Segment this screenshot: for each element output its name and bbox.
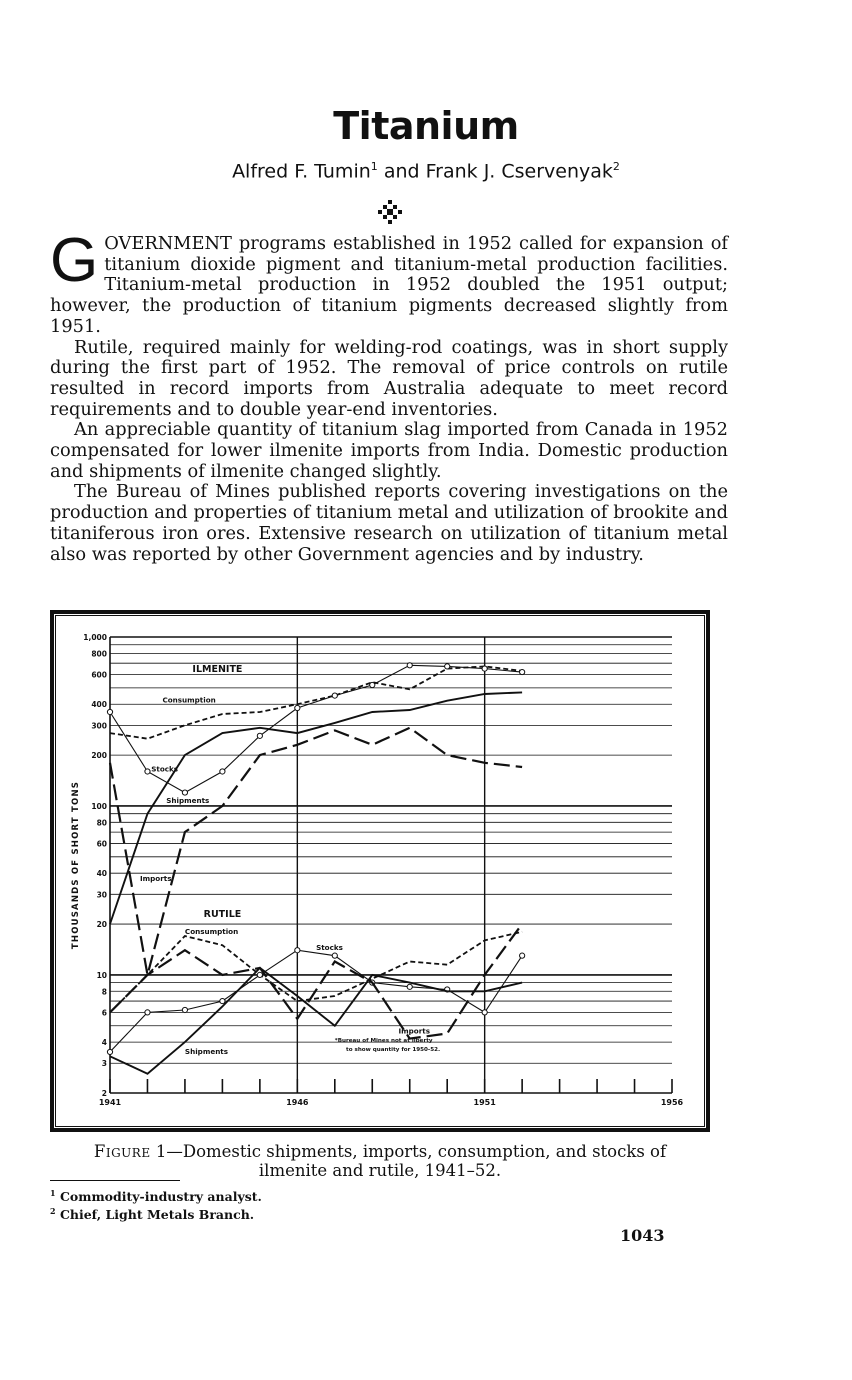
y-tick-label: 60: [96, 839, 107, 849]
label-ilmenite-shipments: Shipments: [166, 796, 210, 806]
chart-grid: [110, 637, 672, 1093]
figure-label: Figure: [93, 1142, 151, 1161]
y-tick-label: 600: [91, 670, 107, 680]
x-tick-label: 1956: [660, 1098, 684, 1107]
ilmenite-shipments-line: [110, 692, 522, 924]
y-tick-label: 400: [91, 700, 107, 710]
figure-caption-text: —Domestic shipments, imports, consumption, and stocks of ilmenite and rutile, 1941–52.: [166, 1142, 667, 1180]
rutile-stocks-point: [332, 953, 337, 958]
ilmenite-stocks-point: [295, 705, 300, 710]
ilmenite-stocks-point: [482, 666, 487, 671]
ilmenite-stocks-point: [182, 790, 187, 795]
label-ilmenite-stocks: Stocks: [151, 764, 179, 774]
y-tick-label: 800: [91, 649, 107, 659]
label-rutile-shipments: Shipments: [184, 1047, 229, 1057]
rutile-stocks-point: [482, 1010, 487, 1015]
y-tick-label: 20: [96, 920, 107, 930]
rutile-imports-line: [110, 924, 522, 1039]
chart-annotation-line-1: *Bureau of Mines not at liberty: [334, 1038, 433, 1045]
footnote-1-text: Commodity-industry analyst.: [59, 1189, 262, 1205]
paragraph-1-text: OVERNMENT programs established in 1952 called for expansion of titanium dioxide pigment and titanium-metal production facilities. Titanium-metal production in 1952 doubled the 1951 output; however, the production of titanium pigments decreased slightly from 1951.: [50, 233, 728, 337]
ilmenite-stocks-point: [445, 664, 450, 669]
footnote-1: [50, 1186, 262, 1204]
y-tick-label: 6: [101, 1008, 107, 1018]
rutile-stocks-point: [182, 1007, 187, 1012]
ilmenite-stocks-point: [370, 682, 375, 687]
ilmenite-stocks-point: [107, 709, 112, 714]
footnote-2-mark: 2: [50, 1206, 56, 1217]
y-tick-label: 40: [96, 869, 107, 879]
y-tick-label: 3: [101, 1059, 107, 1069]
rutile-stocks-point: [257, 972, 262, 977]
ilmenite-stocks-point: [332, 693, 337, 698]
rutile-stocks-point: [407, 984, 412, 989]
drop-cap: G: [50, 226, 99, 295]
y-tick-label: 100: [91, 801, 107, 811]
rutile-stocks-point: [107, 1049, 112, 1054]
y-tick-label: 10: [96, 970, 107, 980]
author-first-note: 1: [370, 160, 378, 173]
label-rutile-imports: Imports: [398, 1026, 431, 1036]
y-tick-label: 8: [101, 987, 107, 997]
y-tick-label: 2: [101, 1089, 107, 1098]
rutile-stocks-point: [145, 1010, 150, 1015]
author-conj: and: [383, 160, 420, 183]
x-tick-label: 1946: [286, 1098, 309, 1107]
rutile-stocks-point: [295, 948, 300, 953]
x-tick-label: 1941: [98, 1098, 122, 1107]
paragraph-4: The Bureau of Mines published reports covering investigations on the production and properties of titanium metal and utilization of brookite and titaniferous iron ores. Extensive research on utilization of titanium metal also was reported by other Government agencies and by industry.: [50, 481, 728, 565]
label-ilmenite: ILMENITE: [192, 664, 243, 676]
rutile-shipments-line: [110, 968, 522, 1074]
y-tick-label: 200: [91, 751, 107, 761]
ilmenite-stocks-point: [520, 669, 525, 674]
figure-caption: [60, 1142, 700, 1180]
ilmenite-stocks-point: [145, 769, 150, 774]
y-axis-title: THOUSANDS OF SHORT TONS: [71, 780, 81, 950]
x-tick-label: 1951: [473, 1098, 496, 1107]
label-ilmenite-consumption: Consumption: [162, 695, 216, 705]
figure-number: 1: [155, 1142, 167, 1161]
label-rutile-consumption: Consumption: [184, 926, 239, 936]
footnote-rule: [50, 1180, 180, 1181]
label-ilmenite-imports: Imports: [139, 873, 172, 883]
ilmenite-stocks-point: [257, 733, 262, 738]
footnote-2: [50, 1204, 262, 1222]
ilmenite-stocks-point: [220, 769, 225, 774]
footnote-1-mark: 1: [50, 1188, 56, 1198]
label-rutile: RUTILE: [203, 909, 242, 921]
chart-annotation-line-2: to show quantity for 1950-52.: [346, 1046, 441, 1053]
author-second: Frank J. Cservenyak: [425, 160, 613, 183]
author-first: Alfred F. Tumin: [232, 160, 371, 183]
rutile-stocks-point: [520, 953, 525, 958]
page-title: Titanium: [333, 104, 519, 148]
y-tick-label: 1,000: [83, 633, 107, 642]
footnote-2-text: Chief, Light Metals Branch.: [59, 1207, 255, 1223]
footnotes: [50, 1186, 262, 1222]
paragraph-3: An appreciable quantity of titanium slag imported from Canada in 1952 compensated for lower ilmenite imports from India. Domestic production and shipments of ilmenite changed slightly.: [50, 419, 728, 482]
y-tick-label: 30: [96, 890, 107, 900]
paragraph-2: Rutile, required mainly for welding-rod coatings, was in short supply during the first part of 1952. The removal of price controls on rutile resulted in record imports from Australia adequate to meet record requirements and to double year-end inventories.: [50, 336, 728, 420]
page-number: 1043: [620, 1226, 665, 1245]
y-tick-label: 80: [96, 818, 107, 828]
ilmenite-stocks-point: [407, 663, 412, 668]
label-rutile-stocks: Stocks: [316, 943, 343, 953]
author-second-note: 2: [612, 160, 620, 173]
y-tick-label: 300: [91, 721, 107, 731]
y-tick-label: 4: [101, 1038, 107, 1048]
rutile-stocks-point: [220, 998, 225, 1003]
